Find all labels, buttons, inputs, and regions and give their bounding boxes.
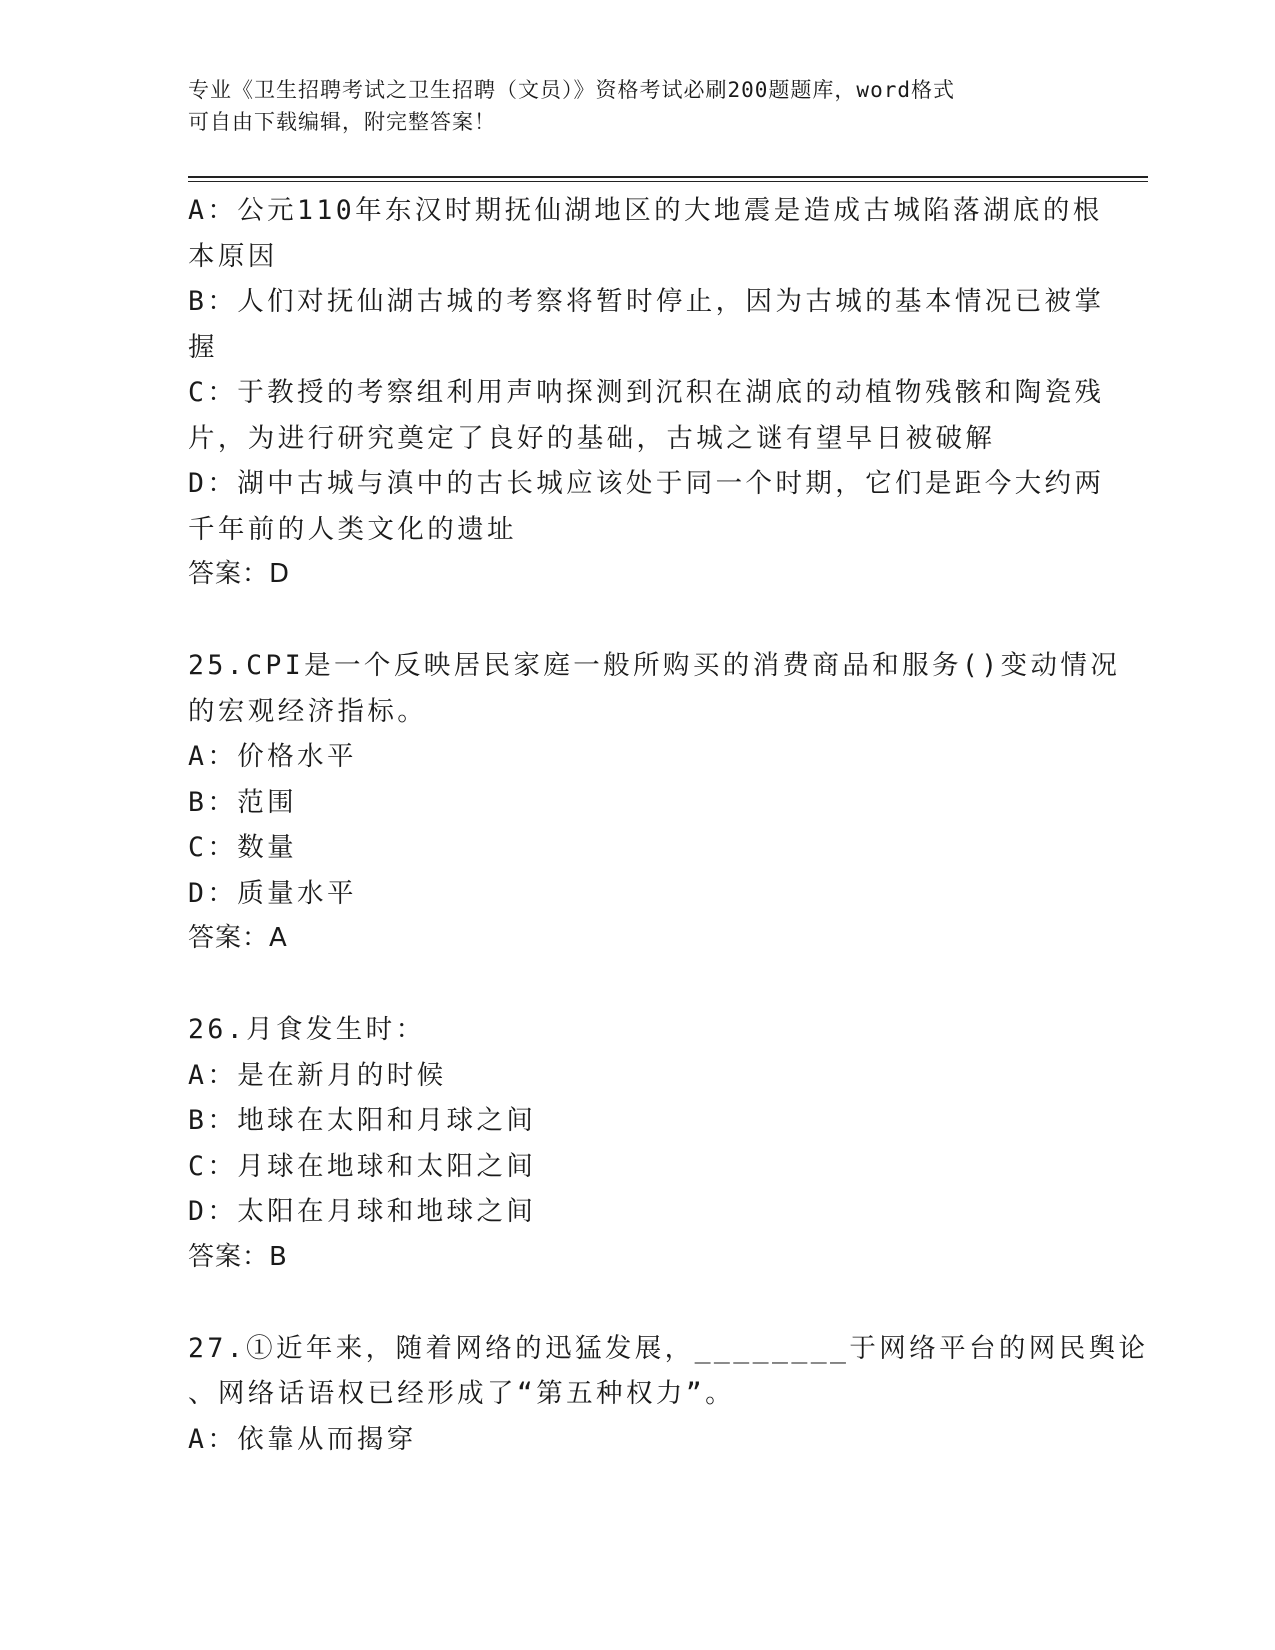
q25-option-a: A：价格水平	[188, 741, 357, 772]
q26-option-c: C：月球在地球和太阳之间	[188, 1150, 537, 1182]
q24-option-c: C：于教授的考察组利用声呐探测到沉积在湖底的动植物残骸和陶瓷残	[188, 377, 1105, 408]
header-divider-thin	[188, 181, 1148, 182]
q25-option-c: C：数量	[188, 832, 298, 863]
q24-option-a-cont: 本原因	[188, 240, 278, 272]
spacer	[188, 962, 1088, 1008]
q25-stem: 25.CPI是一个反映居民家庭一般所购买的消费商品和服务()变动情况	[188, 650, 1121, 681]
question-27	[188, 1326, 1149, 1463]
q27-option-a: A：依靠从而揭穿	[188, 1423, 417, 1455]
spacer	[188, 598, 1088, 644]
header-title-line-1: 专业《卫生招聘考试之卫生招聘（文员）》资格考试必刷200题题库，word格式	[188, 78, 955, 102]
spacer	[188, 1280, 1088, 1326]
q24-option-d: D：湖中古城与滇中的古长城应该处于同一个时期，它们是距今大约两	[188, 468, 1105, 499]
question-25	[188, 643, 1121, 962]
q26-answer: 答案：B	[188, 1241, 288, 1272]
q24-answer: 答案：D	[188, 559, 291, 589]
q27-stem-cont: 、网络话语权已经形成了“第五种权力”。	[188, 1378, 736, 1409]
q25-option-b: B：范围	[188, 786, 298, 818]
question-content	[188, 188, 1149, 1462]
q24-option-b: B：人们对抚仙湖古城的考察将暂时停止，因为古城的基本情况已被掌	[188, 286, 1105, 317]
header-divider-thick	[188, 176, 1148, 178]
document-header	[188, 74, 1068, 138]
q24-option-d-cont: 千年前的人类文化的遗址	[188, 513, 517, 545]
q27-stem: 27.①近年来，随着网络的迅猛发展，________于网络平台的网民舆论	[188, 1332, 1149, 1364]
q24-option-a: A：公元110年东汉时期抚仙湖地区的大地震是造成古城陷落湖底的根	[188, 195, 1103, 226]
q25-answer: 答案：A	[188, 923, 288, 953]
question-24	[188, 188, 1105, 598]
q25-stem-cont: 的宏观经济指标。	[188, 695, 428, 727]
question-26	[188, 1007, 1088, 1280]
q26-option-a: A：是在新月的时候	[188, 1059, 447, 1091]
q26-option-d: D：太阳在月球和地球之间	[188, 1196, 537, 1227]
q26-option-b: B：地球在太阳和月球之间	[188, 1105, 537, 1136]
q25-option-d: D：质量水平	[188, 877, 357, 909]
q24-option-b-cont: 握	[188, 331, 218, 363]
q24-option-c-cont: 片，为进行研究奠定了良好的基础，古城之谜有望早日被破解	[188, 422, 996, 454]
q26-stem: 26.月食发生时：	[188, 1014, 426, 1045]
header-title-line-2: 可自由下载编辑，附完整答案！	[188, 110, 496, 134]
